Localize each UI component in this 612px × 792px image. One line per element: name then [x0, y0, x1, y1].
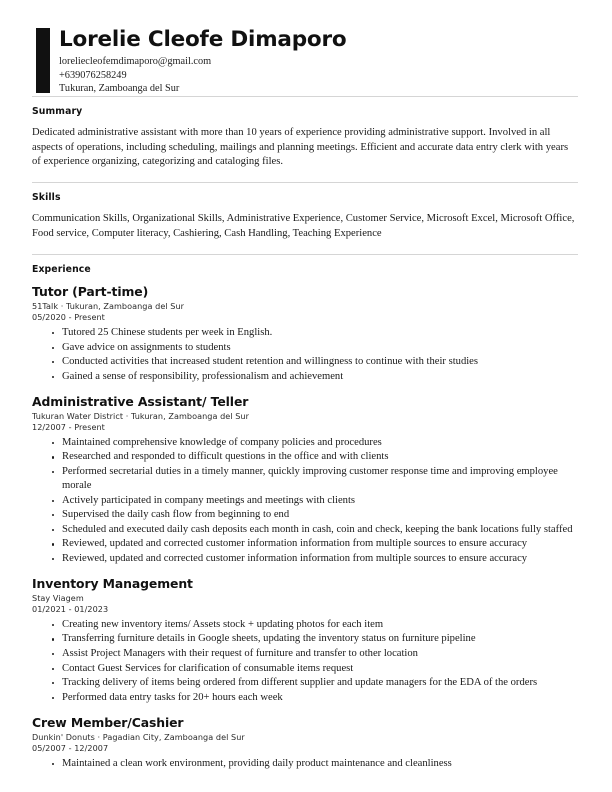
page-title: Lorelie Cleofe Dimaporo — [59, 27, 347, 52]
resume-content — [0, 96, 612, 771]
job-bullet: Tracking delivery of items being ordered from different supplier and update managers for the EDA of the orders — [32, 676, 578, 690]
job-title: Inventory Management — [32, 575, 193, 591]
job-bullet: Conducted activities that increased student retention and willingness to continue with their studies — [32, 355, 578, 369]
section-title-summary: Summary — [32, 105, 83, 117]
job-bullet-list — [32, 618, 578, 705]
job-bullet: Tutored 25 Chinese students per week in English. — [32, 326, 578, 340]
job-bullet: Gave advice on assignments to students — [32, 341, 578, 355]
section-title-experience: Experience — [32, 263, 91, 275]
job-bullet: Assist Project Managers with their request of furniture and transfer to other location — [32, 647, 578, 661]
experience-list — [32, 284, 578, 771]
experience-entry — [32, 284, 578, 384]
contact-email: loreliecleofemdimaporo@gmail.com — [59, 56, 212, 68]
job-bullet: Performed data entry tasks for 20+ hours each week — [32, 691, 578, 705]
job-dates: 01/2021 - 01/2023 — [32, 604, 109, 615]
job-bullet: Contact Guest Services for clarification of consumable items request — [32, 662, 578, 676]
job-company-location: 51Talk · Tukuran, Zamboanga del Sur — [32, 300, 185, 311]
job-title: Tutor (Part-time) — [32, 283, 149, 299]
section-experience — [32, 264, 578, 771]
contact-location: Tukuran, Zamboanga del Sur — [59, 83, 180, 95]
skills-text: Communication Skills, Organizational Skills, Administrative Experience, Customer Service, Microsoft Excel, Microsoft Office, Food service, Computer literacy, Cashiering, Cash Handling, Teaching Experience — [32, 213, 575, 240]
job-bullet: Gained a sense of responsibility, professionalism and achievement — [32, 370, 578, 384]
job-dates: 05/2007 - 12/2007 — [32, 743, 109, 754]
contact-phone: +639076258249 — [59, 69, 127, 81]
accent-bar — [36, 28, 50, 93]
section-title-skills: Skills — [32, 192, 61, 204]
divider-skills — [32, 182, 578, 183]
header-text-block — [59, 28, 346, 96]
job-bullet: Performed secretarial duties in a timely manner, quickly improving customer response time and improving employee morale — [32, 465, 578, 493]
job-bullet-list — [32, 757, 578, 771]
experience-entry — [32, 715, 578, 771]
job-bullet: Maintained a clean work environment, providing daily product maintenance and cleanliness — [32, 757, 578, 771]
job-bullet: Transferring furniture details in Google sheets, updating the inventory status on furniture pipeline — [32, 632, 578, 646]
job-title: Crew Member/Cashier — [32, 714, 184, 730]
job-bullet-list — [32, 326, 578, 384]
job-company-location: Tukuran Water District · Tukuran, Zamboanga del Sur — [32, 410, 249, 421]
resume-header — [0, 0, 612, 96]
experience-entry — [32, 394, 578, 566]
job-bullet: Creating new inventory items/ Assets stock + updating photos for each item — [32, 618, 578, 632]
job-bullet: Supervised the daily cash flow from beginning to end — [32, 508, 578, 522]
job-bullet: Actively participated in company meetings and meetings with clients — [32, 494, 578, 508]
divider-summary — [32, 96, 578, 97]
job-bullet: Scheduled and executed daily cash deposits each month in cash, coin and check, keeping the bank locations fully staffed — [32, 523, 578, 537]
job-bullet: Researched and responded to difficult questions in the office and with clients — [32, 450, 578, 464]
experience-entry — [32, 576, 578, 705]
job-dates: 12/2007 - Present — [32, 422, 105, 433]
job-company-location: Stay Viagem — [32, 592, 84, 603]
job-bullet: Reviewed, updated and corrected customer information information from multiple sources to ensure accuracy — [32, 552, 578, 566]
summary-text: Dedicated administrative assistant with more than 10 years of experience providing administrative support. Involved in all aspects of operations, including scheduling, mailings and planning meetings. Efficient and accurate data entry clerk with years of experience organizing, categorizing and cataloging files. — [32, 126, 569, 168]
job-title: Administrative Assistant/ Teller — [32, 393, 249, 409]
job-bullet: Maintained comprehensive knowledge of company policies and procedures — [32, 436, 578, 450]
section-summary — [32, 106, 578, 170]
job-bullet-list — [32, 436, 578, 566]
job-company-location: Dunkin' Donuts · Pagadian City, Zamboanga del Sur — [32, 731, 245, 742]
section-skills — [32, 192, 578, 242]
divider-experience — [32, 254, 578, 255]
job-dates: 05/2020 - Present — [32, 312, 105, 323]
job-bullet: Reviewed, updated and corrected customer information information from multiple sources to ensure accuracy — [32, 537, 578, 551]
